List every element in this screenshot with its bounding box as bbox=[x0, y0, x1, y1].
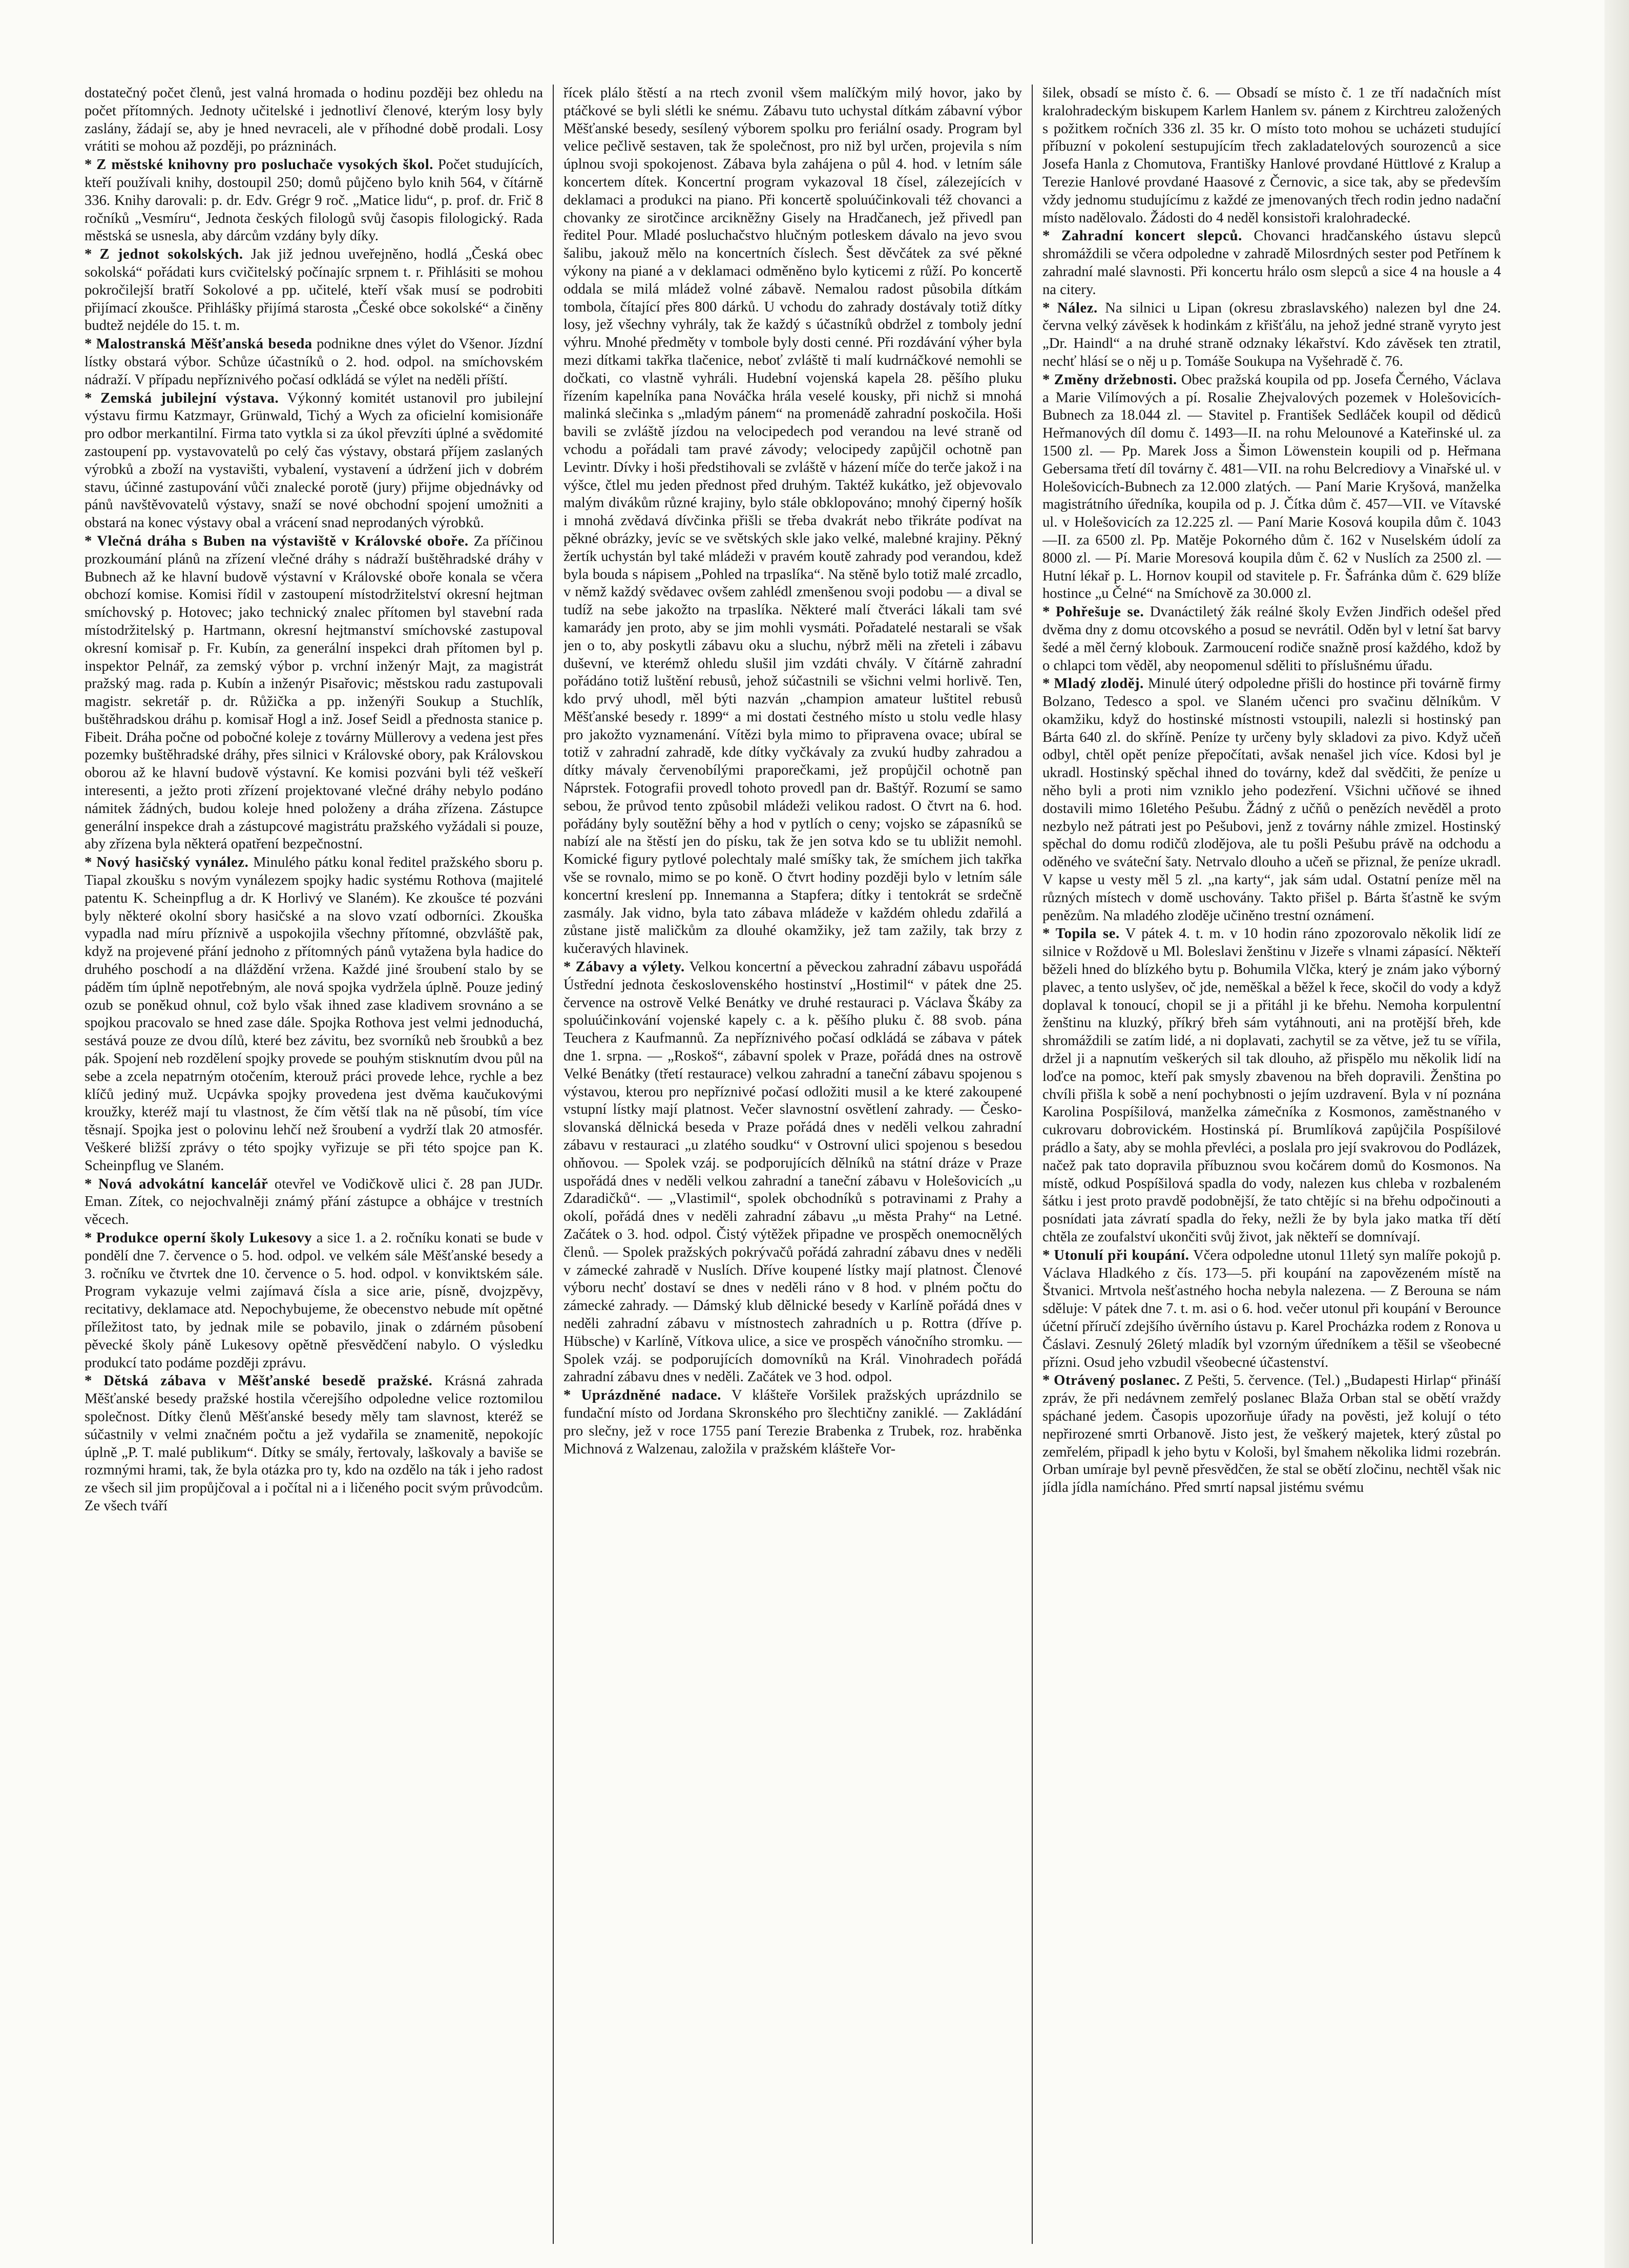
paragraph-marker: * bbox=[85, 246, 100, 263]
article-heading: Z městské knihovny pro posluchače vysokých škol. bbox=[96, 157, 433, 173]
paragraph-marker: * bbox=[1042, 676, 1054, 692]
article-text: Z Pešti, 5. července. (Tel.) „Budapesti Hirlap“ přináší zpráv, že při nedávnem zemřelý poslanec Blaža Orban stal se obětí vraždy spáchané jedem. Časopis upozorňuje úřady na pověsti, jež kolují o této nepřirozené smrti Orbanově. Jisto jest, že veškerý majetek, který zůstal po zemřelém, připadl k jeho bytu v Kološi, byl šmahem několika lidmi rozebrán. Orban umíraje byl pevně přesvědčen, že stal se obětí zločinu, nechtěl však nic jídla jídla namícháno. Před smrtí napsal jistému svému bbox=[1042, 1372, 1501, 1496]
article-text: Včera odpoledne utonul 11letý syn malíře pokojů p. Václava Hladkého z čís. 173—5. při koupání na zapovězeném místě na Štvanici. Mrtvola nešťastného hocha nebyla nalezena. — Z Berouna se nám sděluje: V pátek dne 7. t. m. asi o 6. hod. večer utonul při koupání v Berounce účetní příručí zdejšího úvěrního ústavu p. Karel Procházka rodem z Ronova u Čáslavi. Zesnulý 26letý mladík byl vzorným úředníkem a těšil se všeobecné přízni. Osud jeho vzbudil všeobecné účastenství. bbox=[1042, 1247, 1501, 1370]
article-text: Na silnici u Lipan (okresu zbraslavského) nalezen byl dne 24. června velký závěsek k hodinkám z křišťálu, na jehož jedné straně vyryto jest „Dr. Haindl“ a na druhé straně odznaky lékařství. Kdo závěsek ten ztratil, nechť hlásí se o něj u p. Tomáše Soukupa na Vyšehradě č. 76. bbox=[1042, 300, 1501, 369]
article-paragraph bbox=[85, 85, 543, 156]
column-1 bbox=[85, 85, 543, 2244]
paragraph-marker: * bbox=[1042, 604, 1056, 620]
article-heading: Zábavy a výlety. bbox=[575, 959, 685, 975]
article-text: šilek, obsadí se místo č. 6. — Obsadí se místo č. 1 ze tří nadačních míst kralohradeckým biskupem Karlem Hanlem sv. pánem z Kirchtreu založených s požitkem ročních 336 zl. 35 kr. O místo toto mohou se ucházeti studující příbuzní v pokolení sestupujícím třech zakladatelových sourozenců a sice Josefa Hanla z Chomutova, Františky Hanlové provdané Hüttlové z Kralup a Terezie Hanlové provdané Haasové z Černovic, a sice tak, aby se především vždy jednomu studujícímu z každé ze jmenovaných třech rodin jedno nadační místo nadělovalo. Žádosti do 4 neděl konsistoři kralohradecké. bbox=[1042, 85, 1501, 226]
article-text: Minulé úterý odpoledne přišli do hostince při továrně firmy Bolzano, Tedesco a spol. ve Slaném učenci pro svačinu dělníkům. V okamžiku, když do hostinské místnosti vstoupili, nalezli si hostinský pan Bárta 640 zl. do skříně. Peníze ty určeny byly skladovi za pivo. Když učeň odbyl, chtěl opět peníze přepočítati, avšak nenašel jich více. Kdosi byl je ukradl. Hostinský spěchal ihned do továrny, kdež dal svědčiti, že peníze u něho byli a proti nim vzniklo jeho podezření. Všichni učňové se ihned dostavili mimo 16letého Pešubu. Žádný z učňů o penězích nevěděl a proto nezbylo než pátrati jest po Pešubovi, jenž z továrny náhle zmizel. Hostinský spěchal do domu rodičů zlodějova, ale tu pošli Pešubu právě na odchodu a oděného ve sváteční šaty. Netrvalo dlouho a učeň se přiznal, že peníze ukradl. V kapse u vesty měl 5 zl. „na karty“, jak sám udal. Ostatní peníze měl na různých místech v domě uschovány. Takto přišel p. Bárta šťastně ke svým penězům. Na mladého zloděje učiněno trestní oznámení. bbox=[1042, 676, 1501, 924]
article-text: Za příčinou prozkoumání plánů na zřízení vlečné dráhy s nádraží buštěhradské dráhy v Bubnech až ke hlavní budově výstavní v Královské oboře konala se včera obchozí komise. Komisi řídil v zastoupení místodržitelství okresní hejtman smíchovský p. Hotovec; jako technický znalec přítomen byl stavební rada místodržitelský p. Hartmann, okresní hejtmanství smíchovské zastupoval okresní komisař p. Fr. Kubín, za generální inspekci drah přítomen byl p. inspektor Pelnář, za zemský výbor p. vrchní inženýr Majt, za magistrát pražský mag. rada p. Kubín a inženýr Pisařovic; městskou radu zastupovali magistr. sekretář p. dr. Růžička a pp. inženýři Soukup a Stuchlík, buštěhradskou dráhu p. komisař Hogl a inž. Josef Seidl a přednosta stanice p. Fibeit. Dráha počne od pobočné koleje z továrny Müllerovy a vedena jest přes pozemky buštěhradské dráhy, přes silnici v Královské obory, pak Královskou oborou až ke hlavní budově výstavní. Ke komisi pozváni byli též veškeří interesenti, a ježto proti zřízení projektované vlečné dráhy nebylo podáno námitek žádných, budou koleje hned položeny a dráha zřízena. Zástupce generální inspekce drah a zástupcové magistrátu pražského vyžádali si pouze, aby zřízena byla některá opatření bezpečnostní. bbox=[85, 533, 543, 852]
paragraph-marker: * bbox=[1042, 300, 1057, 316]
article-paragraph bbox=[1042, 300, 1501, 371]
article-text: dostatečný počet členů, jest valná hromada o hodinu později bez ohledu na počet přítomných. Jednoty učitelské i jednotliví členové, kterým losy byly zaslány, žádají se, aby je hned nevraceli, ale v příhodné době prodali. Losy vrátiti se mohou až později, po prázninách. bbox=[85, 85, 543, 155]
article-paragraph bbox=[85, 533, 543, 854]
newspaper-page bbox=[85, 85, 1503, 2246]
article-paragraph bbox=[1042, 371, 1501, 603]
article-text: Minulého pátku konal ředitel pražského sboru p. Tiapal zkoušku s novým vynálezem spojky hadic systému Rothova (majitelé patentu K. Scheinpflug a dr. K Horlivý ve Slaném). Ke zkoušce té pozváni byly některé okolní sbory hasičské a na slovo vzatí odborníci. Zkouška vypadla nad míru příznivě a uspokojila všechny přítomné, obzvláště pak, když na projevené přání jednoho z přítomných pánů vytažena byla hadice do druhého poschodí a na dláždění vržena. Každé jiné šroubení stalo by se páděm tím úplně nepotřebným, ale nová spojka vydržela úplně. Pouze jediný ozub se poněkud ohnul, což bylo však ihned zase kladivem srovnáno a se spojkou pracovalo se hned zase dále. Spojka Rothova jest velmi jednoduchá, sestává pouze ze dvou dílů, které bez závitu, bez svorníků neb šroubků a bez pák. Spojení neb rozdělení spojky provede se pouhým stisknutím dvou půl na sebe a zcela nepatrným otočením, kterouž práci provede lehce, rychle a bez klíčů jediný muž. Ucpávka spojky provedena jest dvěma kaučukovými kroužky, kteréž mají tu vlastnost, že čím větší tlak na ně působí, tím více těsnají. Spojka jest o polovinu lehčí než šroubení a vydrží tlak 20 atmosfér. Veškeré bližší zprávy o této spojky vyřizuje se při této spojce pan K. Scheinpflug ve Slaném. bbox=[85, 855, 543, 1174]
article-text: Velkou koncertní a pěveckou zahradní zábavu uspořádá Ústřední jednota československého hostinství „Hostimil“ v pátek dne 25. července na ostrově Velké Benátky ve druhé restauraci p. Václava Škáby za spoluúčinkování vojenské kapely c. a k. pěšího pluku č. 88 svob. pána Teuchera z Kaufmannů. Za nepříznivého počasí odkládá se zábava v pátek dne 1. srpna. — „Roskoš“, zábavní spolek v Praze, pořádá dnes na ostrově Velké Benátky (třetí restaurace) velkou zahradní a taneční zábavu spojenou s výstavou, kterou pro nepříznivé počasí odložiti musil a ke které zakoupené vstupní lístky mají platnost. Večer slavnostní osvětlení zahrady. — Česko-slovanská dělnická beseda v Praze pořádá dnes v neděli velkou zahradní zábavu v restauraci „u zlatého soudku“ v Ostrovní ulici spojenou s besedou ohňovou. — Spolek vzáj. se podporujících dělníků na státní dráze v Praze uspořádá dnes v neděli velkou zahradní a taneční zábavu v Holešovicích „u Zdaradičků“. — „Vlastimil“, spolek obchodníků s potravinami z Prahy a okolí, pořádá dnes v neděli zahradní zábavu „u města Prahy“ na Letné. Začátek o 3. hod. odpol. Čistý výtěžek připadne ve prospěch onemocnělých členů. — Spolek pražských pokrývačů pořádá zahradní zábavu dnes v neděli v zámecké zahradě v Nuslích. Dříve koupené lístky mají platnost. Členové výboru nechť dostaví se dnes v neděli ráno v 8 hod. v plném počtu do zámecké zahrady. — Dámský klub dělnické besedy v Karlíně pořádá dnes v neděli zahradní zábavu v místnostech zahradních u p. Rottra (dříve p. Hübsche) v Karlíně, Vítkova ulice, a sice ve prospěch vánočního stromku. — Spolek vzáj. se podporujících domovníků na Král. Vinohradech pořádá zahradní zábavu dnes v neděli. Začátek ve 3 hod. odpol. bbox=[563, 959, 1022, 1385]
article-paragraph bbox=[1042, 604, 1501, 675]
page-edge-shadow bbox=[1604, 0, 1629, 2268]
article-heading: Nová advokátní kancelář bbox=[98, 1176, 268, 1192]
article-text: Dvanáctiletý žák reálné školy Evžen Jindřich odešel před dvěma dny z domu otcovského a posud se nevrátil. Oděn byl v letní šat barvy šedé a měl černý klobouk. Zarmoucení rodiče snažně prosí každého, kdož by o chlapci tom věděl, aby neopomenul sděliti to příslušnému úřadu. bbox=[1042, 604, 1501, 674]
article-paragraph bbox=[85, 1230, 543, 1372]
article-paragraph bbox=[1042, 85, 1501, 227]
article-heading: Pohřešuje se. bbox=[1055, 604, 1144, 620]
article-text: V klášteře Voršilek pražských uprázdnilo se fundační místo od Jordana Skronského pro šlechtičny zaniklé. — Zakládání pro slečny, jež v roce 1755 paní Terezie Brabenka z Trubek, roz. hraběnka Michnová z Walzenau, založila v pražském klášteře Vor- bbox=[563, 1387, 1022, 1457]
paragraph-marker: * bbox=[85, 1230, 96, 1246]
article-text: Počet studujících, kteří používali knihy, dostoupil 250; domů půjčeno bylo knih 564, v čítárně 336. Knihy darovali: p. dr. Edv. Grégr 9 roč. „Matice lidu“, p. prof. dr. Frič 8 ročníků „Vesmíru“, Jednota českých filologů svůj časopis filologický. Rada městská se usnesla, aby dárcům vzdány byly díky. bbox=[85, 157, 543, 244]
article-paragraph bbox=[1042, 675, 1501, 925]
article-text: V pátek 4. t. m. v 10 hodin ráno zpozorovalo několik lidí ze silnice v Roždově u Ml. Boleslavi ženštinu v Jizeře s vlnami zápasící. Někteří běželi hned do blízkého bytu p. Bohumila Vlčka, který je znám jako výborný plavec, a tento uslyšev, oč jde, neměškal a běžel k řece, skočil do vody a když doplaval k tonoucí, chopil se ji a přitáhl ji ke břehu. Nemoha korpulentní ženštinu na kluzký, příkrý břeh sám vytáhnouti, ani na protější břeh, kde shromáždili se zatím lidé, a ni doplavati, zachytil se za větve, jež tu se vířila, držel ji a napnutím veškerých sil tak dlouho, až přispělo mu několik lidí na loďce na pomoc, kteří pak smysly zbavenou na břeh dopravili. Ženština po chvíli přišla k sobě a není pochybnosti o jejím uzdravení. Byla v ní poznána Karolina Pospíšilová, manželka zámečníka z Kosmonos, zaměstnaného v cukrovaru dobrovickém. Hostinská pí. Brumlíková zapůjčila Pospíšilové prádlo a šaty, aby se mohla převléci, a poslala pro její svakrovou do Podlázek, načež pak tato dopravila příbuznou svou kočárem domů do Kosmonos. Na místě, odkud Pospíšilová spadla do vody, nalezen kus chleba v rozbaleném šátku i jest proto pravdě podobnější, že tato chtějíc si na břehu odpočinouti a posnídati jata závratí spadla do řeky, nežli že by byla jako matka tří dětí chtěla ze zoufalství ukončiti svůj život, jak někteří se domnívají. bbox=[1042, 926, 1501, 1245]
article-heading: Malostranská Měšťanská beseda bbox=[96, 336, 312, 352]
article-heading: Produkce operní školy Lukesovy bbox=[96, 1230, 312, 1246]
article-paragraph bbox=[563, 1387, 1022, 1458]
column-3 bbox=[1042, 85, 1501, 2244]
article-text: a sice 1. a 2. ročníku konati se bude v pondělí dne 7. července o 5. hod. odpol. ve velkém sále Měšťanské besedy a 3. ročníku ve čtvrtek dne 10. července o 5. hod. odpol. v konviktském sále. Program vykazuje velmi zajímavá čísla a sice arie, písně, dvojzpěvy, recitativy, deklamace atd. Nepochybujeme, že obecenstvo nebude mít opětné příležitost tato, by jednak mile se pobavilo, jinak o zdárném působení pěvecké školy páně Lukesovy opětně přesvědčení nabylo. O výsledku produkcí tato podáme později zprávu. bbox=[85, 1230, 543, 1371]
paragraph-marker: * bbox=[85, 1373, 104, 1389]
article-heading: Utonulí při koupání. bbox=[1054, 1247, 1189, 1263]
article-heading: Otrávený poslanec. bbox=[1054, 1372, 1180, 1389]
paragraph-marker: * bbox=[85, 533, 97, 549]
article-heading: Topila se. bbox=[1055, 926, 1120, 942]
article-heading: Vlečná dráha s Buben na výstaviště v Královské oboře. bbox=[97, 533, 469, 549]
paragraph-marker: * bbox=[563, 1387, 581, 1404]
article-paragraph bbox=[1042, 925, 1501, 1246]
article-text: Obec pražská koupila od pp. Josefa Černého, Václava a Marie Vilímových a pí. Rosalie Zhejvalových pozemek v Holešovicích-Bubnech za 18.044 zl. — Stavitel p. František Sedláček koupil od dědiců Heřmanových díl domu č. 1493—II. na rohu Melounové a Kateřinské ul. za 1500 zl. — Pp. Marek Joss a Šimon Löwenstein koupili od p. Heřmana Gebersama třetí díl továrny č. 481—VII. na rohu Belcrediovy a Vinařské ul. v Holešovicích-Bubnech za 12.000 zlatých. — Paní Marie Kryšová, manželka magistrátního úředníka, koupila od p. J. Čítka dům č. 457—VII. ve Vítavské ul. v Holešovicích za 12.225 zl. — Paní Marie Kosová koupila dům č. 1043—II. za 6500 zl. Pp. Matěje Pokorného dům č. 162 v Nuselském údolí za 8000 zl. — Pí. Marie Moresová koupila dům č. 62 v Nuslích za 2500 zl. — Hutní lékař p. L. Hornov koupil od stavitele p. Fr. Šafránka dům č. 629 blíže hostince „u Čelné“ na Smíchově za 30.000 zl. bbox=[1042, 371, 1501, 602]
paragraph-marker: * bbox=[85, 1176, 98, 1192]
article-heading: Mladý zloděj. bbox=[1054, 676, 1144, 692]
article-text: Krásná zahrada Měšťanské besedy pražské hostila včerejšího odpoledne velice roztomilou společnost. Dítky členů Měšťanské besedy měly tam slavnost, kteréž se súčastnily v velmi značném počtu a jež vydařila se znamenitě, nepokojíc úplně „P. T. malé publikum“. Dítky se smály, řertovaly, laškovaly a baviše se rozmnými hrami, tak, že byla otázka pro ty, kdo na ozdělo na ták i jeho radost ze všech sil jim propůjčoval a i počítal ni a i ličeného pocit svým průvodcům. Ze všech tváří bbox=[85, 1373, 543, 1514]
column-rule bbox=[553, 85, 554, 2244]
paragraph-marker: * bbox=[563, 959, 576, 975]
article-paragraph bbox=[85, 1372, 543, 1515]
article-heading: Dětská zábava v Měšťanské besedě pražské. bbox=[103, 1373, 433, 1389]
paragraph-marker: * bbox=[85, 157, 97, 173]
article-heading: Z jednot sokolských. bbox=[99, 246, 243, 263]
article-heading: Zahradní koncert slepců. bbox=[1061, 228, 1242, 244]
article-paragraph bbox=[1042, 227, 1501, 299]
article-text: otevřel ve Vodičkově ulici č. 28 pan JUDr. Eman. Zítek, co nejochvalněji známý přání zástupce a obhájce v trestních věcech. bbox=[85, 1176, 543, 1228]
article-paragraph bbox=[85, 854, 543, 1175]
article-heading: Zemská jubilejní výstava. bbox=[100, 390, 279, 406]
paragraph-marker: * bbox=[85, 855, 97, 871]
article-paragraph bbox=[85, 246, 543, 335]
column-2 bbox=[563, 85, 1022, 2244]
paragraph-marker: * bbox=[1042, 1247, 1054, 1263]
article-heading: Změny držebnosti. bbox=[1054, 371, 1177, 388]
article-paragraph bbox=[85, 1176, 543, 1229]
paragraph-marker: * bbox=[85, 336, 96, 352]
paragraph-marker: * bbox=[1042, 371, 1054, 388]
article-text: Výkonný komitét ustanovil pro jubilejní výstavu firmu Katzmayr, Grünwald, Tichý a Wych za oficielní komisionáře pro odbor merkantilní. Firma tato vytkla si za úkol převzíti úplné a svědomité zastoupení pp. vystavovatelů po celý čas výstavy, obstará příjem zaslaných výrobků a zboží na vystavišti, vybalení, vystavení a údržení jich v dobrém stavu, účinné zastupování vůči znalecké porotě (jury) přijme objednávky od pánů navštěvovatelů výstavy, snaží se nové obchodní spojení umožniti a obstará na konec výstavy obal a vrácení snad neprodaných výrobků. bbox=[85, 390, 543, 531]
article-text: podnikne dnes výlet do Všenor. Jízdní lístky obstará výbor. Schůze účastníků o 2. hod. odpol. na smíchovském nádraží. V případu nepříznivého počasí odkládá se výlet na neděli příští. bbox=[85, 336, 543, 388]
paragraph-marker: * bbox=[1042, 926, 1056, 942]
article-paragraph bbox=[563, 959, 1022, 1386]
article-paragraph bbox=[85, 156, 543, 245]
article-paragraph bbox=[1042, 1247, 1501, 1372]
article-paragraph bbox=[85, 390, 543, 532]
column-rule bbox=[1032, 85, 1033, 2244]
article-paragraph bbox=[1042, 1372, 1501, 1497]
article-heading: Uprázdněné nadace. bbox=[581, 1387, 722, 1404]
article-text: Chovanci hradčanského ústavu slepců shromáždili se včera odpoledne v zahradě Milosrdných sester pod Petřínem k zahradní malé slavnosti. Při koncertu hrálo osm slepců a sice 4 na housle a 4 na citery. bbox=[1042, 228, 1501, 298]
article-paragraph bbox=[563, 85, 1022, 958]
paragraph-marker: * bbox=[1042, 1372, 1054, 1389]
article-paragraph bbox=[85, 336, 543, 389]
paragraph-marker: * bbox=[85, 390, 101, 406]
paragraph-marker: * bbox=[1042, 228, 1061, 244]
article-heading: Nález. bbox=[1057, 300, 1098, 316]
article-text: Jak již jednou uveřejněno, hodlá „Česká obec sokolská“ pořádati kurs cvičitelský počínajíc srpnem t. r. Přihlásiti se mohou pokročilejší bratří Sokolové a pp. učitelé, kteří však musí se podrobiti přijímací zkoušce. Přihlášky přijímá starosta „České obce sokolské“ a činěny budtež nejdéle do 15. t. m. bbox=[85, 246, 543, 334]
article-heading: Nový hasičský vynález. bbox=[96, 855, 249, 871]
article-text: řícek plálo štěstí a na rtech zvonil všem malíčkým milý hovor, jako by ptáčkové se byli slétli ke snému. Zábavu tuto uchystal dítkám zábavní výbor Měšťanské besedy, sesílený výborem spolku pro feriální osady. Program byl velice pečlivě sestaven, tak že společnost, pro niž byl určen, projevila s ním úplnou svoji spokojenost. Zábava byla zahájena o půl 4. hod. v letním sále koncertem dítek. Koncertní program vykazoval 18 čísel, zálezejících v deklamaci a produkci na piano. Při koncertě spoluúčinkovali též chovanci a chovanky ze sirotčince arcikněžny Gisely na Hradčanech, jež přivedl pan ředitel Pour. Mladé posluchačstvo hlučným potleskem dávalo na jevo svou šalibu, jakouž mělo na koncertních číslech. Šest děvčátek za své pěkné výkony na piané a v deklamaci odměněno bylo kyticemi z růží. Po koncertě oddala se milá mládež volné zábavě. Nemalou radost působila dítkám tombola, čítající přes 800 dárků. U vchodu do zahrady dostávaly totiž dítky losy, jež všechny vyhrály, tak že každý s účastníků obdržel z tomboly jední výhru. Mnohé předměty v tombole byly dosti cenné. Při rozdávání výher byla mezi dítkami takřka tlačenice, neboť zvláště ti malí kudrnáčkové nemohli se dočkati, co vlastně vyhráli. Hudební vojenská kapela 28. pěšího pluku řízením kapelníka pana Nováčka hrála veselé kousky, při nichž si mnohá malinká slečinka s „mladým pánem“ na promenádě zahradní poskočila. Hoši bavili se zvláště jízdou na velocipedech pod verandou na levé straně od vchodu a pořádali tam pravé závody; velocipedy zapůjčil ochotně pan Levintr. Dívky i hoši předstihovali se zvláště v házení míče do terče jakož i na výšce, čtlel mu jeden přednost před druhým. Taktéž kukátko, jež objevovalo malým divákům různé krajiny, bylo stále obklopováno; mnohý čiperný hošík i mnohá zvědavá dívčinka přišli se třeba dvakrát nebo třikráte podívat na pěkné obrázky, jevíc se ve světských skle jako velké, malebné krajiny. Pěkný žertík uchystán byl také mládeži v pravém koutě zahrady pod verandou, kdež byla bouda s nápisem „Pohled na trpaslíka“. Na stěně bylo totiž malé zrcadlo, v němž každý svědavec ovšem zahlédl zmenšenou svoji podobu — a dival se tudíž na sebe jakožto na trpaslíka. Některé malí čtveráci lákali tam své kamarády jen proto, aby se jim mohli vysmáti. Pořadatelé nestarali se však jen o to, aby poskytli zábavu oku a sluchu, nýbrž měli na zřeteli i zábavu duševní, ve kterémž ohledu slušil jim vzdáti chvály. V čítárně zahradní pořádáno totiž luštění rebusů, jehož súčastnili se všichni velmi horlivě. Ten, kdo prvý uhodl, měl býti nazván „champion amateur luštitel rebusů Měšťanské besedy r. 1899“ a mi dostati čestného místo u stolu vedle hlasy pro jakožto vyznamenání. Vítězi byla mimo to připravena ovace; ubíral se totiž v zahradní zahradě, kde dítky vyčkávaly za zvukú hudby zahradou a dítky mávaly červenobílými praporečkami, jež propůjčil ochotně pan Náprstek. Fotografii provedl tohoto provedl pan dr. Baštýř. Rozumí se samo sebou, že průvod tento způsobil mládeži velikou radost. O čtvrt na 6. hod. pořádány byly soutěžní běhy a hod v pytlích o ceny; vojsko se zápasníků se nabízí ale na štěstí jen do písku, tak že jen sotva kdo se tu ubližit nemohl. Komické figury pytlové polechtaly malé smíšky tak, že smíchem jich takřka vše se rovnalo, mimo se po koně. O čtvrt hodiny později bylo v letním sále koncertní kreslení pp. Innemanna a Stapfera; dítky i tentokrát se srdečně zasmály. Jak vidno, byla tato zábava mládeže v každém ohledu zdařilá a zůstane jistě maličkům za dlouhé okamžiky, jež tam zažily, tak brzy z kučeravých hlavinek. bbox=[563, 85, 1022, 957]
